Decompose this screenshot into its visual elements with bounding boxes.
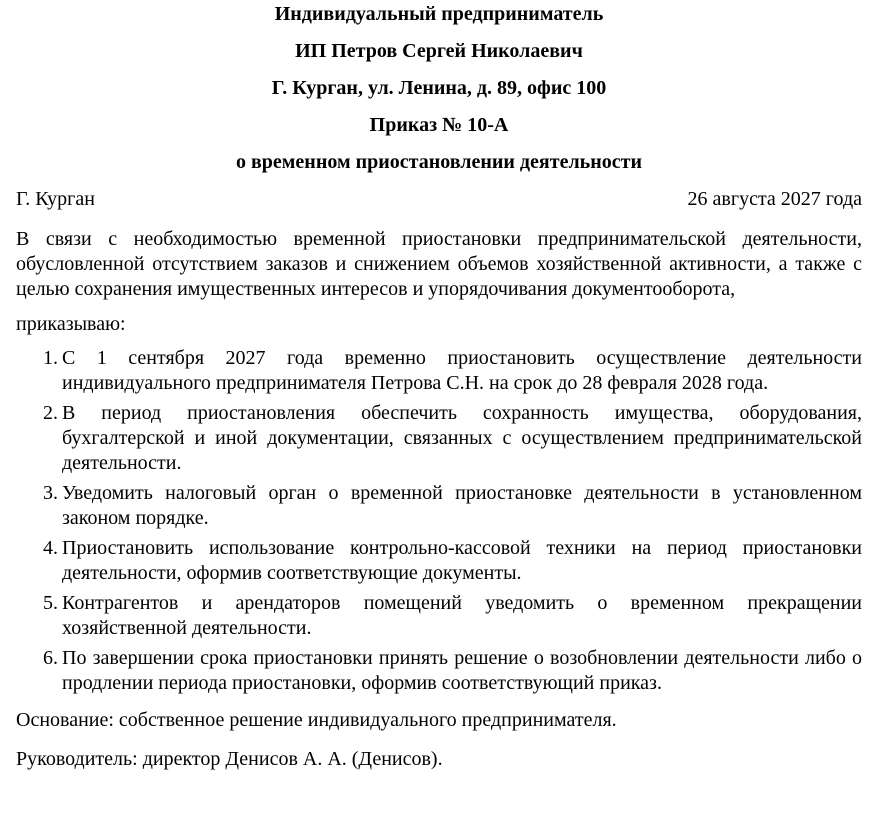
order-items-list [16,346,862,696]
header-entity-type: Индивидуальный предприниматель [274,3,604,25]
place-date-row [16,187,862,211]
list-item [16,481,862,531]
header-entrepreneur-name: ИП Петров Сергей Николаевич [295,40,583,62]
item-text: Уведомить налоговый орган о временной приостановке деятельности в установленном законом порядке. [62,482,862,529]
item-text: Приостановить использование контрольно-кассовой техники на период приостановки деятельности, оформив соответствующие документы. [62,537,862,584]
signatory-line: Руководитель: директор Денисов А. А. (Денисов). [16,748,443,770]
basis-line: Основание: собственное решение индивидуального предпринимателя. [16,709,617,731]
preamble-paragraph: В связи с необходимостью временной приостановки предпринимательской деятельности, обусловленной отсутствием заказов и снижением объемов хозяйственной активности, а также с целью сохранения имущественных интересов и упорядочивания документооборота, [16,228,862,300]
list-item [16,346,862,396]
header-address: Г. Курган, ул. Ленина, д. 89, офис 100 [271,77,607,99]
item-number: 5. [43,592,58,614]
item-text: Контрагентов и арендаторов помещений уведомить о временном прекращении хозяйственной деятельности. [62,592,862,639]
order-place: Г. Курган [16,188,95,210]
item-text: С 1 сентября 2027 года временно приостановить осуществление деятельности индивидуального предпринимателя Петрова С.Н. на срок до 28 февраля 2028 года. [62,347,862,394]
item-number: 3. [43,482,58,504]
order-title: Приказ № 10-А [369,114,509,136]
list-item [16,401,862,476]
item-text: В период приостановления обеспечить сохранность имущества, оборудования, бухгалтерской и иной документации, связанных с осуществлением предпринимательской деятельности. [62,402,862,474]
item-number: 6. [43,647,58,669]
list-item [16,646,862,696]
order-subject: о временном приостановлении деятельности [236,151,642,173]
item-number: 1. [43,347,58,369]
item-text: По завершении срока приостановки принять решение о возобновлении деятельности либо о продлении периода приостановки, оформив соответствующий приказ. [62,647,862,694]
order-word: приказываю: [16,313,126,335]
order-date: 26 августа 2027 года [687,188,862,210]
list-item [16,536,862,586]
item-number: 4. [43,537,58,559]
list-item [16,591,862,641]
item-number: 2. [43,402,58,424]
